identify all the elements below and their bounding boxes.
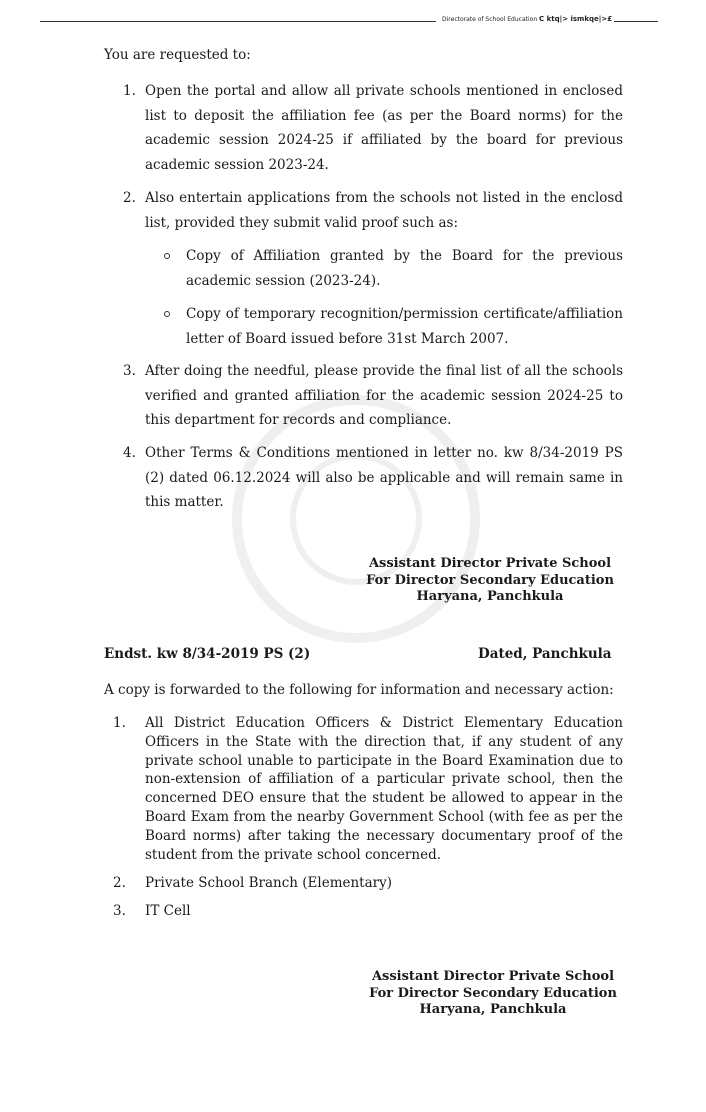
copy-recipient-1	[113, 714, 623, 864]
copy-recipient-3	[113, 902, 623, 921]
request-number: 2.	[123, 190, 136, 206]
copy-number: 1.	[113, 715, 126, 731]
signature-title: Assistant Director Private School	[368, 556, 612, 571]
bullet-icon	[164, 311, 170, 317]
proof-item-2	[164, 302, 623, 351]
intro-text: You are requested to:	[104, 47, 251, 63]
header-department: Directorate of School Education	[442, 16, 538, 23]
header-tag: C ktq|> ismkqe|>£	[539, 15, 613, 23]
proof-text: Copy of Affiliation granted by the Board for the previous academic session (2023-24).	[186, 248, 623, 289]
request-text: After doing the needful, please provide the final list of all the schools verified and granted affiliation for the academic session 2024-25 to this department for records and compliance.	[145, 363, 623, 428]
copy-number: 2.	[113, 875, 126, 891]
copy-recipient-2	[113, 874, 623, 893]
copy-text: IT Cell	[145, 903, 191, 919]
letter-header	[40, 14, 658, 28]
endorsement-dated: Dated, Panchkula	[478, 646, 612, 662]
copy-text: Private School Branch (Elementary)	[145, 875, 393, 891]
copy-text: All District Education Officers & District Elementary Education Officers in the State with the direction that, if any student of any private school unable to participate in the Board Examination due to non-extension of affiliation of a particular private school, then the concerned DEO ensure that the student be allowed to appear in the Board Exam from the nearby Government School (with fee as per the Board norms) after taking the necessary documentary proof of the student from the private school concerned.	[145, 715, 623, 863]
forward-intro: A copy is forwarded to the following for information and necessary action:	[104, 682, 614, 698]
request-text: Open the portal and allow all private schools mentioned in enclosed list to deposit the affiliation fee (as per the Board norms) for the academic session 2024-25 if affiliated by the board for previous academic session 2023-24.	[145, 83, 623, 173]
proof-item-1	[164, 244, 623, 293]
request-number: 4.	[123, 445, 136, 461]
request-text: Also entertain applications from the schools not listed in the enclosd list, provided they submit valid proof such as:	[145, 190, 623, 231]
request-text: Other Terms & Conditions mentioned in letter no. kw 8/34-2019 PS (2) dated 06.12.2024 will also be applicable and will remain same in this matter.	[145, 445, 623, 510]
header-rule-left	[40, 21, 436, 22]
header-rule-right	[614, 21, 658, 22]
signature-location: Haryana, Panchkula	[416, 589, 564, 604]
signature-block	[340, 556, 640, 606]
signature-title: Assistant Director Private School	[371, 969, 615, 984]
bullet-icon	[164, 253, 170, 259]
request-item-3	[123, 359, 623, 433]
header-text	[442, 15, 612, 23]
copy-number: 3.	[113, 903, 126, 919]
request-number: 1.	[123, 83, 136, 99]
request-item-4	[123, 441, 623, 515]
request-item-1	[123, 79, 623, 177]
request-item-2	[123, 186, 623, 235]
endorsement-number: Endst. kw 8/34-2019 PS (2)	[104, 646, 311, 662]
signature-authority: For Director Secondary Education	[366, 572, 614, 588]
signature-authority: For Director Secondary Education	[369, 985, 617, 1001]
signature-location: Haryana, Panchkula	[419, 1002, 567, 1017]
request-number: 3.	[123, 363, 136, 379]
signature-block-endorsement	[343, 969, 643, 1019]
proof-text: Copy of temporary recognition/permission certificate/affiliation letter of Board issued before 31st March 2007.	[186, 306, 623, 347]
